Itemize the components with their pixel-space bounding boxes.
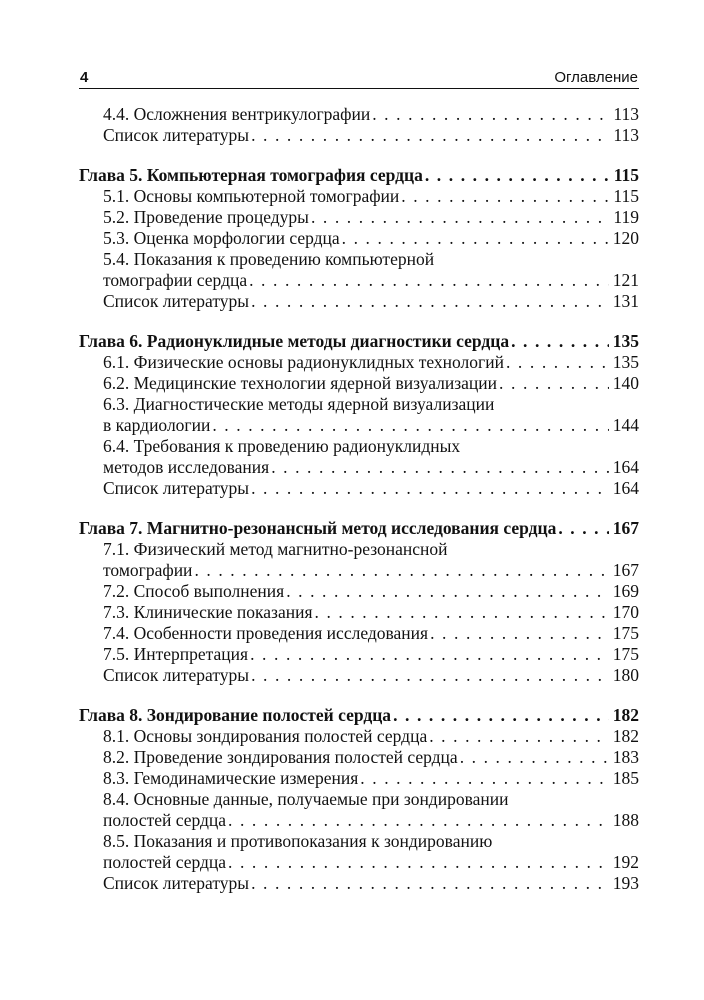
- toc-line: [79, 228, 639, 249]
- dot-leader: [249, 665, 609, 686]
- toc-line: [79, 602, 639, 623]
- dot-leader: [192, 560, 608, 581]
- running-header: [80, 64, 638, 86]
- toc-line: [79, 394, 639, 415]
- dot-leader: [427, 726, 609, 747]
- toc-line: [79, 352, 639, 373]
- toc-entry-title: 6.4. Требования к проведению радионуклидных: [103, 436, 461, 456]
- toc-line: [79, 831, 639, 852]
- toc-entry-title: в кардиологии: [103, 415, 211, 435]
- toc-entry-title: томографии: [103, 560, 193, 580]
- toc-line: [79, 518, 639, 539]
- toc-entry-title: 8.4. Основные данные, получаемые при зондировании: [103, 789, 509, 809]
- toc-item[interactable]: [79, 623, 639, 644]
- toc-item[interactable]: [79, 291, 639, 312]
- toc-entry-title: 6.3. Диагностические методы ядерной визуализации: [103, 394, 495, 414]
- toc-page-number: 113: [613, 125, 639, 145]
- toc-entry-title: Список литературы: [103, 291, 250, 311]
- toc-page-number: 170: [612, 602, 639, 622]
- dot-leader: [428, 623, 609, 644]
- dot-leader: [210, 415, 608, 436]
- toc-entry-title: полостей сердца: [103, 852, 227, 872]
- toc-line: [79, 186, 639, 207]
- toc-line: [79, 747, 639, 768]
- toc-item[interactable]: [79, 436, 639, 478]
- toc-page-number: 135: [612, 331, 639, 351]
- dot-leader: [309, 207, 609, 228]
- toc-item[interactable]: [79, 665, 639, 686]
- toc-item[interactable]: [79, 873, 639, 894]
- toc-item[interactable]: [79, 768, 639, 789]
- dot-leader: [340, 228, 609, 249]
- toc-page-number: 192: [612, 852, 639, 872]
- section-gap: [79, 499, 639, 518]
- toc-item[interactable]: [79, 539, 639, 581]
- toc-line: [79, 125, 639, 146]
- toc-item[interactable]: [79, 373, 639, 394]
- toc-line: [79, 165, 639, 186]
- toc-page-number: 167: [612, 518, 639, 538]
- toc-item[interactable]: [79, 478, 639, 499]
- toc-entry-title: Список литературы: [103, 478, 250, 498]
- toc-line: [79, 331, 639, 352]
- toc-item[interactable]: [79, 747, 639, 768]
- toc-page-number: 182: [612, 726, 639, 746]
- toc-line: [79, 581, 639, 602]
- section-title: Оглавление: [554, 69, 638, 86]
- dot-leader: [249, 291, 609, 312]
- dot-leader: [247, 270, 609, 291]
- dot-leader: [226, 852, 609, 873]
- toc-page-number: 115: [613, 186, 639, 206]
- toc-page-number: 193: [612, 873, 639, 893]
- toc-page-number: 144: [612, 415, 639, 435]
- toc-item[interactable]: [79, 125, 639, 146]
- toc-entry-title: 5.2. Проведение процедуры: [103, 207, 309, 227]
- toc-page-number: 120: [612, 228, 639, 248]
- toc-entry-title: 7.4. Особенности проведения исследования: [103, 623, 429, 643]
- toc-chapter[interactable]: [79, 705, 639, 726]
- toc-chapter[interactable]: [79, 518, 639, 539]
- toc-entry-title: 8.1. Основы зондирования полостей сердца: [103, 726, 428, 746]
- toc-line: [79, 436, 639, 457]
- toc-item[interactable]: [79, 831, 639, 873]
- toc-page-number: 188: [612, 810, 639, 830]
- toc-item[interactable]: [79, 726, 639, 747]
- toc-line: [79, 768, 639, 789]
- toc-entry-title: Список литературы: [103, 873, 250, 893]
- toc-entry-title: Глава 8. Зондирование полостей сердца: [79, 705, 392, 725]
- toc-page-number: 135: [612, 352, 639, 372]
- toc-item[interactable]: [79, 394, 639, 436]
- toc-entry-title: Глава 6. Радионуклидные методы диагностики сердца: [79, 331, 510, 351]
- dot-leader: [284, 581, 609, 602]
- dot-leader: [358, 768, 608, 789]
- toc-line: [79, 415, 639, 436]
- toc-line: [79, 810, 639, 831]
- section-gap: [79, 312, 639, 331]
- dot-leader: [249, 478, 609, 499]
- toc-entry-title: 7.2. Способ выполнения: [103, 581, 285, 601]
- header-rule: [79, 88, 639, 89]
- toc-entry-title: 5.4. Показания к проведению компьютерной: [103, 249, 435, 269]
- toc-item[interactable]: [79, 602, 639, 623]
- toc-line: [79, 560, 639, 581]
- table-of-contents: [79, 104, 639, 894]
- toc-item[interactable]: [79, 207, 639, 228]
- dot-leader: [269, 457, 609, 478]
- toc-page-number: 119: [613, 207, 639, 227]
- toc-line: [79, 726, 639, 747]
- toc-entry-title: 8.2. Проведение зондирования полостей сердца: [103, 747, 458, 767]
- toc-entry-title: 7.3. Клинические показания: [103, 602, 313, 622]
- toc-entry-title: 5.1. Основы компьютерной томографии: [103, 186, 400, 206]
- toc-item[interactable]: [79, 104, 639, 125]
- toc-entry-title: Глава 5. Компьютерная томография сердца: [79, 165, 423, 185]
- toc-page-number: 175: [612, 644, 639, 664]
- toc-page-number: 113: [613, 104, 639, 124]
- dot-leader: [248, 644, 609, 665]
- section-gap: [79, 686, 639, 705]
- toc-entry-title: Список литературы: [103, 125, 250, 145]
- toc-chapter[interactable]: [79, 331, 639, 352]
- toc-line: [79, 789, 639, 810]
- toc-entry-title: томографии сердца: [103, 270, 248, 290]
- toc-line: [79, 644, 639, 665]
- toc-page-number: 169: [612, 581, 639, 601]
- toc-line: [79, 104, 639, 125]
- toc-page-number: 164: [612, 457, 639, 477]
- toc-page-number: 175: [612, 623, 639, 643]
- toc-page-number: 140: [612, 373, 639, 393]
- dot-leader: [423, 165, 610, 186]
- toc-page-number: 121: [612, 270, 639, 290]
- toc-line: [79, 852, 639, 873]
- toc-page-number: 115: [613, 165, 639, 185]
- toc-line: [79, 478, 639, 499]
- toc-line: [79, 705, 639, 726]
- toc-page-number: 131: [612, 291, 639, 311]
- toc-entry-title: 5.3. Оценка морфологии сердца: [103, 228, 340, 248]
- toc-line: [79, 457, 639, 478]
- toc-page-number: 180: [612, 665, 639, 685]
- toc-entry-title: 6.1. Физические основы радионуклидных технологий: [103, 352, 504, 372]
- toc-page-number: 185: [612, 768, 639, 788]
- toc-item[interactable]: [79, 789, 639, 831]
- toc-line: [79, 207, 639, 228]
- toc-line: [79, 623, 639, 644]
- toc-page-number: 164: [612, 478, 639, 498]
- toc-entry-title: полостей сердца: [103, 810, 227, 830]
- toc-entry-title: 8.3. Гемодинамические измерения: [103, 768, 359, 788]
- dot-leader: [509, 331, 609, 352]
- toc-item[interactable]: [79, 581, 639, 602]
- toc-page-number: 167: [612, 560, 639, 580]
- toc-line: [79, 270, 639, 291]
- dot-leader: [497, 373, 609, 394]
- dot-leader: [226, 810, 609, 831]
- toc-item[interactable]: [79, 644, 639, 665]
- dot-leader: [249, 873, 609, 894]
- toc-item[interactable]: [79, 352, 639, 373]
- toc-item[interactable]: [79, 228, 639, 249]
- toc-entry-title: методов исследования: [103, 457, 270, 477]
- dot-leader: [391, 705, 609, 726]
- toc-entry-title: 7.1. Физический метод магнитно-резонансной: [103, 539, 448, 559]
- toc-entry-title: 8.5. Показания и противопоказания к зондированию: [103, 831, 493, 851]
- toc-line: [79, 873, 639, 894]
- page-number: 4: [80, 69, 89, 86]
- toc-page-number: 182: [612, 705, 639, 725]
- dot-leader: [399, 186, 609, 207]
- dot-leader: [313, 602, 609, 623]
- dot-leader: [556, 518, 608, 539]
- toc-entry-title: Список литературы: [103, 665, 250, 685]
- dot-leader: [458, 747, 609, 768]
- toc-item[interactable]: [79, 186, 639, 207]
- toc-entry-title: Глава 7. Магнитно-резонансный метод исследования сердца: [79, 518, 557, 538]
- dot-leader: [504, 352, 609, 373]
- toc-item[interactable]: [79, 249, 639, 291]
- toc-page-number: 183: [612, 747, 639, 767]
- toc-line: [79, 249, 639, 270]
- toc-entry-title: 4.4. Осложнения вентрикулографии: [103, 104, 371, 124]
- toc-line: [79, 373, 639, 394]
- dot-leader: [249, 125, 609, 146]
- toc-entry-title: 6.2. Медицинские технологии ядерной визуализации: [103, 373, 498, 393]
- toc-entry-title: 7.5. Интерпретация: [103, 644, 249, 664]
- toc-line: [79, 665, 639, 686]
- section-gap: [79, 146, 639, 165]
- dot-leader: [370, 104, 609, 125]
- toc-chapter[interactable]: [79, 165, 639, 186]
- toc-line: [79, 539, 639, 560]
- toc-line: [79, 291, 639, 312]
